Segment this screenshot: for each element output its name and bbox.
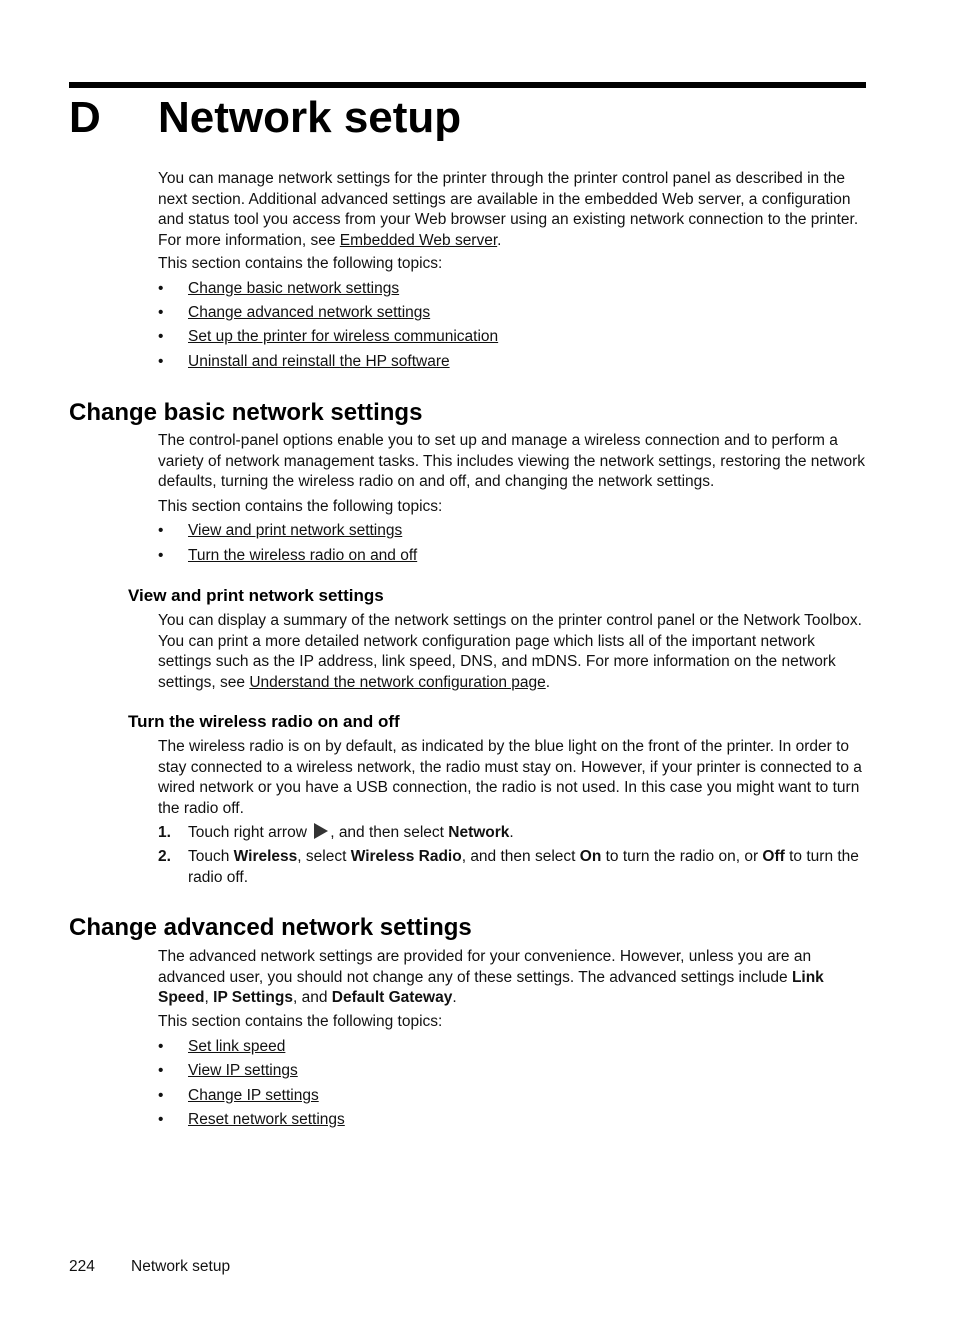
basic-topics-label: This section contains the following topics: bbox=[158, 498, 443, 515]
topic-link[interactable]: Turn the wireless radio on and off bbox=[188, 547, 418, 564]
bullet: • bbox=[158, 1087, 164, 1104]
topic-link[interactable]: Reset network settings bbox=[188, 1111, 345, 1128]
radio-paragraph: The wireless radio is on by default, as indicated by the blue light on the front of the printer. In order to stay connected to a wireless network, the radio must stay on. However, if your printer is connected to a wired network or you have a USB connection, the radio is not used. In this case you might want to turn the radio off. bbox=[158, 738, 862, 817]
bullet: • bbox=[158, 304, 164, 321]
radio-heading: Turn the wireless radio on and off bbox=[128, 712, 400, 731]
right-arrow-icon bbox=[314, 823, 328, 839]
step-number: 1. bbox=[158, 824, 171, 841]
topic-link[interactable]: Uninstall and reinstall the HP software bbox=[188, 353, 450, 370]
bullet: • bbox=[158, 328, 164, 345]
topic-link[interactable]: View and print network settings bbox=[188, 522, 403, 539]
intro-paragraph: You can manage network settings for the printer through the printer control panel as described in the next section. Additional advanced settings are available in the embedded Web server, a configuration and status tool you access from your Web browser using an existing network connection to the printer. For more information, see Embedded Web server. bbox=[158, 170, 859, 249]
bullet: • bbox=[158, 1062, 164, 1079]
chapter-letter: D bbox=[69, 93, 101, 142]
topic-link[interactable]: View IP settings bbox=[188, 1062, 298, 1079]
chapter-rule bbox=[69, 82, 866, 88]
topic-link[interactable]: Set up the printer for wireless communication bbox=[188, 328, 499, 345]
step-text: Touch Wireless, select Wireless Radio, and then select On to turn the radio on, or Off to turn the radio off. bbox=[188, 848, 859, 886]
chapter-title: Network setup bbox=[158, 93, 462, 142]
topic-link[interactable]: Change IP settings bbox=[188, 1087, 319, 1104]
bullet: • bbox=[158, 547, 164, 564]
advanced-paragraph: The advanced network settings are provided for your convenience. However, unless you are an advanced user, you should not change any of these settings. The advanced settings include Link Speed, IP Settings, and Default Gateway. bbox=[158, 948, 824, 1006]
topic-link[interactable]: Change advanced network settings bbox=[188, 304, 431, 321]
bullet: • bbox=[158, 353, 164, 370]
network-config-page-link[interactable]: Understand the network configuration page bbox=[249, 673, 546, 691]
bullet: • bbox=[158, 522, 164, 539]
page-number: 224 bbox=[69, 1258, 95, 1275]
basic-heading: Change basic network settings bbox=[69, 399, 423, 426]
bullet: • bbox=[158, 1111, 164, 1128]
footer-title: Network setup bbox=[131, 1258, 231, 1275]
step-text: Touch right arrow , and then select Network. bbox=[188, 824, 514, 841]
view-paragraph: You can display a summary of the network settings on the printer control panel or the Network Toolbox. You can print a more detailed network configuration page which lists all of the important network settings such as the IP address, link speed, DNS, and mDNS. For more information on the network settings, see Understand the network configuration page. bbox=[158, 612, 862, 691]
advanced-heading: Change advanced network settings bbox=[69, 914, 472, 941]
topic-link[interactable]: Change basic network settings bbox=[188, 280, 400, 297]
advanced-topics-label: This section contains the following topics: bbox=[158, 1013, 443, 1030]
view-heading: View and print network settings bbox=[128, 586, 384, 605]
bullet: • bbox=[158, 1038, 164, 1055]
bullet: • bbox=[158, 280, 164, 297]
intro-topics-label: This section contains the following topics: bbox=[158, 255, 443, 272]
topic-link[interactable]: Set link speed bbox=[188, 1038, 286, 1055]
step-number: 2. bbox=[158, 848, 171, 865]
embedded-web-server-link[interactable]: Embedded Web server bbox=[339, 231, 498, 249]
basic-paragraph: The control-panel options enable you to set up and manage a wireless connection and to perform a variety of network management tasks. This includes viewing the network settings, restoring the network defaults, turning the wireless radio on and off, and changing the network settings. bbox=[158, 432, 866, 490]
